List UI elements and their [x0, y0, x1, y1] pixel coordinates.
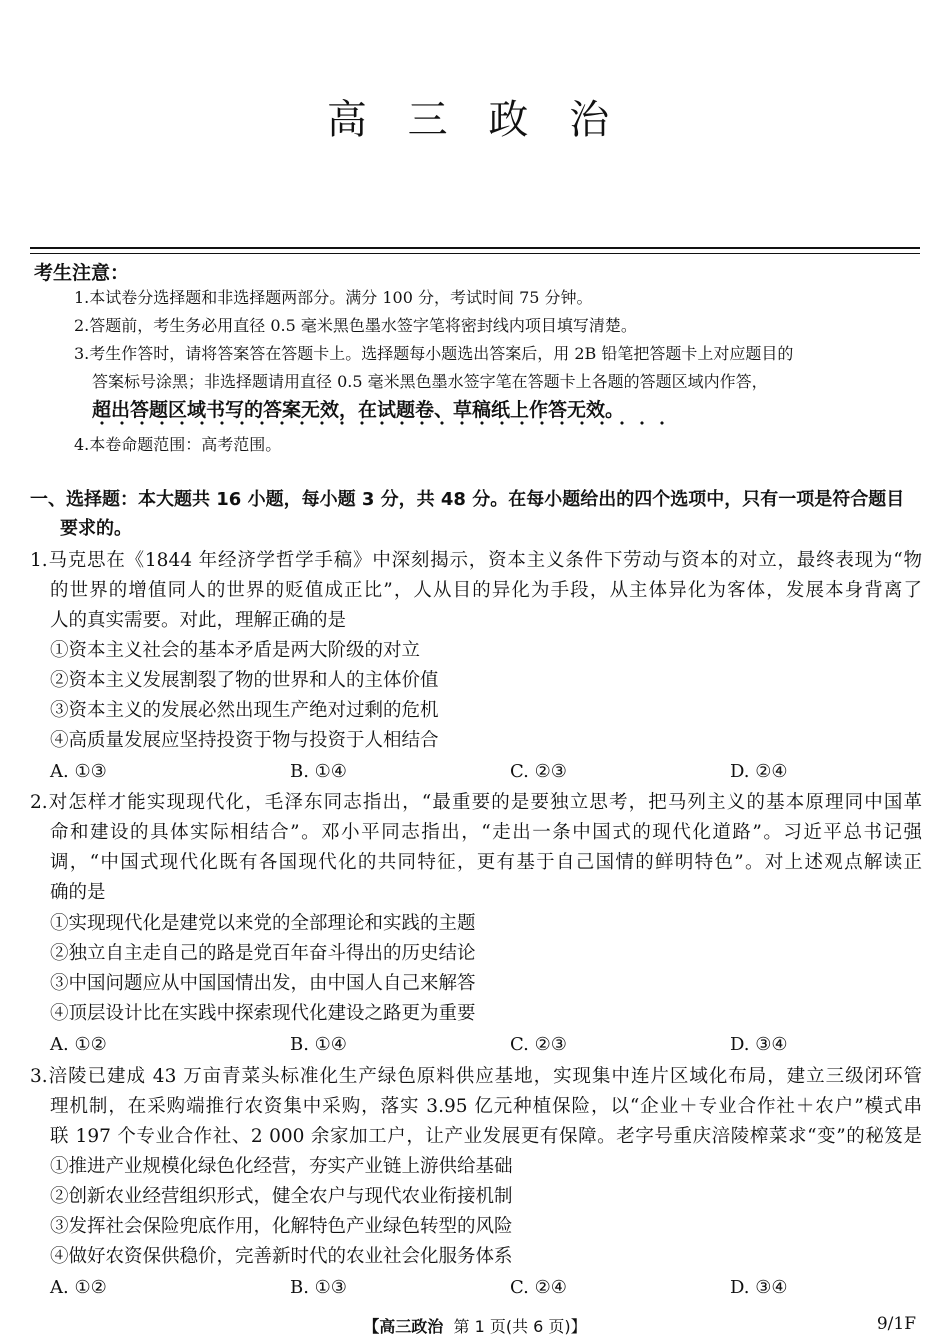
notice-emphasis: 超出答题区域书写的答案无效，在试题卷、草稿纸上作答无效。 [92, 399, 625, 421]
notice-heading: 考生注意： [34, 262, 130, 284]
question-2-text: 调，“中国式现代化既有各国现代化的共同特征，更有基于自己国情的鲜明特色”。对上述观点解读正 [50, 852, 922, 873]
choice-c: C. ②③ [510, 1034, 567, 1055]
choice-d: D. ②④ [730, 761, 788, 782]
paper-code: 9/1F [876, 1314, 916, 1334]
question-1-option: ②资本主义发展割裂了物的世界和人的主体价值 [50, 670, 439, 691]
section-heading-cont: 要求的。 [60, 518, 132, 539]
choice-d: D. ③④ [730, 1277, 788, 1298]
notice-item: 2.答题前，考生务必用直径 0.5 毫米黑色墨水签字笔将密封线内项目填写清楚。 [74, 316, 637, 335]
question-2-text: 命和建设的具体实际相结合”。邓小平同志指出，“走出一条中国式的现代化道路”。习近平总书记强 [50, 822, 922, 843]
question-3-text: 3.涪陵已建成 43 万亩青菜头标准化生产绿色原料供应基地，实现集中连片区域化布局，建立三级闭环管 [30, 1066, 922, 1087]
question-3-text: 理机制，在采购端推行农资集中采购，落实 3.95 亿元种植保险，以“企业＋专业合作社＋农户”模式串 [50, 1096, 922, 1117]
notice-item: 3.考生作答时，请将答案答在答题卡上。选择题每小题选出答案后，用 2B 铅笔把答题卡上对应题目的 [74, 344, 794, 363]
question-2-text: 确的是 [50, 882, 106, 903]
footer-page-info: 第 1 页(共 6 页)】 [453, 1317, 587, 1336]
section-heading: 一、选择题：本大题共 16 小题，每小题 3 分，共 48 分。在每小题给出的四个选项中，只有一项是符合题目 [30, 489, 905, 510]
header-rule-thin [30, 253, 920, 254]
choice-c: C. ②③ [510, 761, 567, 782]
question-2-option: ③中国问题应从中国国情出发，由中国人自己来解答 [50, 973, 476, 994]
choice-a: A. ①③ [50, 761, 107, 782]
question-1-text: 的世界的增值同人的世界的贬值成正比”，人从目的异化为手段，从主体异化为客体，发展本身背离了 [50, 580, 922, 601]
question-1-text: 1.马克思在《1844 年经济学哲学手稿》中深刻揭示，资本主义条件下劳动与资本的对立，最终表现为“物 [30, 550, 922, 571]
question-2-option: ②独立自主走自己的路是党百年奋斗得出的历史结论 [50, 943, 476, 964]
notice-item: 4.本卷命题范围：高考范围。 [74, 435, 282, 454]
question-1-text: 人的真实需要。对此，理解正确的是 [50, 610, 347, 631]
header-rule-thick [30, 247, 920, 249]
page-title: 高 三 政 治 [326, 97, 624, 143]
footer-subject: 【高三政治 [363, 1317, 444, 1336]
choice-d: D. ③④ [730, 1034, 788, 1055]
question-1-option: ③资本主义的发展必然出现生产绝对过剩的危机 [50, 700, 439, 721]
question-1-option: ④高质量发展应坚持投资于物与投资于人相结合 [50, 730, 439, 751]
question-3-text: 联 197 个专业合作社、2 000 余家加工户，让产业发展更有保障。老字号重庆涪陵榨菜求“变”的秘笈是 [50, 1126, 922, 1147]
notice-item: 1.本试卷分选择题和非选择题两部分。满分 100 分，考试时间 75 分钟。 [74, 288, 593, 307]
choice-c: C. ②④ [510, 1277, 567, 1298]
choice-b: B. ①④ [290, 761, 347, 782]
question-1-option: ①资本主义社会的基本矛盾是两大阶级的对立 [50, 640, 421, 661]
choice-b: B. ①④ [290, 1034, 347, 1055]
choice-a: A. ①② [50, 1277, 107, 1298]
question-2-option: ①实现现代化是建党以来党的全部理论和实践的主题 [50, 913, 476, 934]
question-3-option: ②创新农业经营组织形式，健全农户与现代农业衔接机制 [50, 1186, 513, 1207]
question-3-option: ①推进产业规模化绿色化经营，夯实产业链上游供给基础 [50, 1156, 513, 1177]
question-3-option: ④做好农资保供稳价，完善新时代的农业社会化服务体系 [50, 1246, 513, 1267]
choice-b: B. ①③ [290, 1277, 347, 1298]
page-footer [0, 1314, 950, 1337]
question-3-option: ③发挥社会保险兜底作用，化解特色产业绿色转型的风险 [50, 1216, 513, 1237]
question-2-text: 2.对怎样才能实现现代化，毛泽东同志指出，“最重要的是要独立思考，把马列主义的基本原理同中国革 [30, 792, 922, 813]
notice-item: 答案标号涂黑；非选择题请用直径 0.5 毫米黑色墨水签字笔在答题卡上各题的答题区域内作答， [92, 372, 768, 391]
question-2-option: ④顶层设计比在实践中探索现代化建设之路更为重要 [50, 1003, 476, 1024]
choice-a: A. ①② [50, 1034, 107, 1055]
emphasis-dots [92, 421, 672, 425]
